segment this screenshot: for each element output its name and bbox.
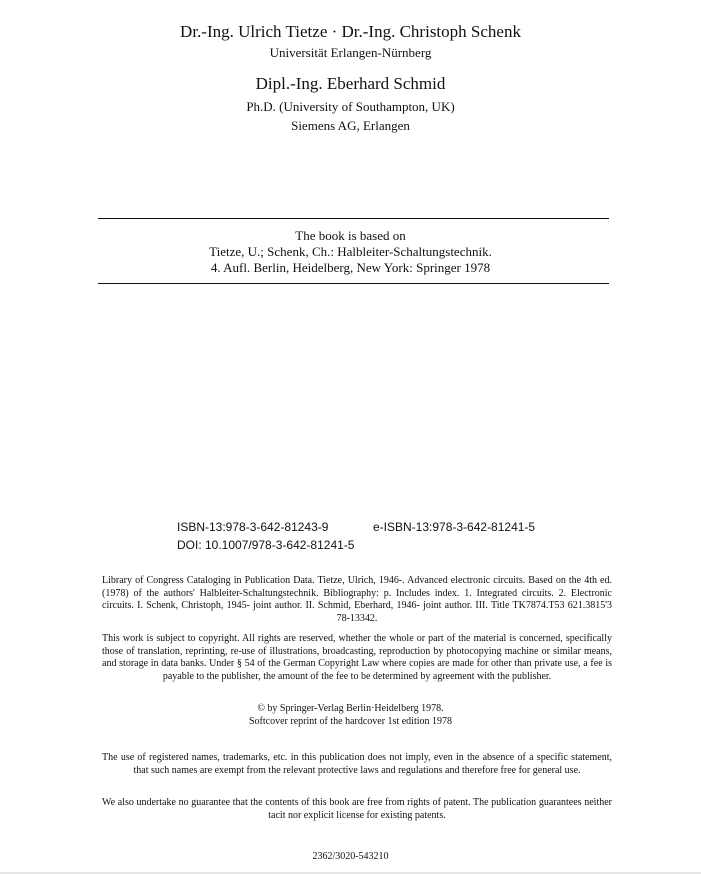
based-on-publisher: 4. Aufl. Berlin, Heidelberg, New York: Springer 1978 bbox=[210, 260, 491, 275]
authors-line: Dr.-Ing. Ulrich Tietze · Dr.-Ing. Christoph Schenk bbox=[180, 22, 521, 41]
loc-cataloging-paragraph: Library of Congress Cataloging in Publication Data. Tietze, Ulrich, 1946-. Advanced electronic circuits. Based on the 4th ed. (1978) of the authors' Halbleiter-Schaltungstechnik. Bibliography: p. Includes index. 1. Integrated circuits. 2. Electronic circuits. I. Schenk, Christoph, 1945- joint author. II. Schmid, Eberhard, 1946- joint author. III. Title TK7874.T53 621.3815'3 78-13342. bbox=[102, 575, 612, 624]
print-code: 2362/3020-543210 bbox=[312, 851, 389, 862]
author-schmid: Dipl.-Ing. Eberhard Schmid bbox=[255, 74, 446, 93]
bottom-rule bbox=[98, 283, 609, 284]
author-affiliation-siemens: Siemens AG, Erlangen bbox=[291, 118, 410, 133]
affiliation-erlangen: Universität Erlangen-Nürnberg bbox=[269, 45, 432, 60]
based-on-reference: Tietze, U.; Schenk, Ch.: Halbleiter-Schaltungstechnik. bbox=[209, 244, 492, 259]
springer-line-1: © by Springer-Verlag Berlin·Heidelberg 1978. bbox=[257, 703, 444, 714]
based-on-heading: The book is based on bbox=[295, 228, 406, 243]
doi: DOI: 10.1007/978-3-642-81241-5 bbox=[177, 538, 355, 552]
isbn: ISBN-13:978-3-642-81243-9 bbox=[177, 520, 329, 534]
trademark-paragraph: The use of registered names, trademarks, etc. in this publication does not imply, even in the absence of a specific statement, that such names are exempt from the relevant protective laws and regulations and therefore free for general use. bbox=[102, 752, 612, 776]
patent-paragraph: We also undertake no guarantee that the contents of this book are free from rights of patent. The publication guarantees neither tacit nor explicit license for existing patents. bbox=[102, 797, 612, 821]
springer-copyright bbox=[0, 702, 701, 728]
eisbn: e-ISBN-13:978-3-642-81241-5 bbox=[373, 520, 536, 534]
identifiers bbox=[177, 518, 535, 554]
springer-line-2: Softcover reprint of the hardcover 1st edition 1978 bbox=[249, 716, 452, 727]
copyright-paragraph: This work is subject to copyright. All rights are reserved, whether the whole or part of the material is concerned, specifically those of translation, reprinting, re-use of illustrations, broadcasting, reproduction by photocopying machine or similar means, and storage in data banks. Under § 54 of the German Copyright Law where copies are made for other than private use, a fee is payable to the publisher, the amount of the fee to be determined by agreement with the publisher. bbox=[102, 633, 612, 682]
author-degree: Ph.D. (University of Southampton, UK) bbox=[246, 99, 455, 114]
top-rule bbox=[98, 218, 609, 219]
